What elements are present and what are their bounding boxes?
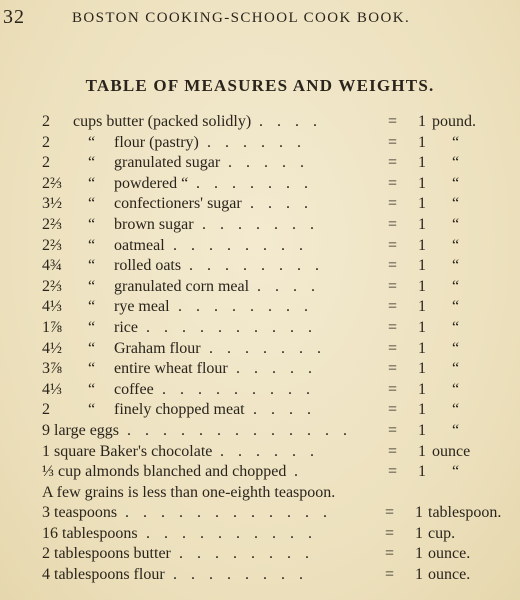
row-ditto-mark: “ xyxy=(88,174,96,192)
row-item: 16 tablespoons xyxy=(42,524,138,542)
row-unit: “ xyxy=(452,421,460,439)
row-item: brown sugar xyxy=(114,215,194,233)
row-leader-dots: . . . . . xyxy=(228,154,309,172)
row-amount: 1 xyxy=(415,524,423,542)
row-amount: 1 xyxy=(418,195,426,213)
row-quantity: 2 xyxy=(42,113,50,130)
row-quantity: 1⅞ xyxy=(42,318,62,336)
row-unit: “ xyxy=(452,277,460,295)
row-unit: “ xyxy=(452,318,460,336)
row-item: ⅓ cup almonds blanched and chopped xyxy=(42,463,287,481)
table-row xyxy=(0,195,520,216)
row-item: oatmeal xyxy=(114,236,165,254)
row-amount: 1 xyxy=(418,174,426,192)
row-quantity: 2⅔ xyxy=(42,236,62,254)
row-unit: tablespoon. xyxy=(428,504,502,522)
row-equals: = xyxy=(385,545,395,563)
row-unit: “ xyxy=(452,360,460,378)
row-amount: 1 xyxy=(418,154,426,172)
row-quantity: 2⅔ xyxy=(42,174,62,192)
table-row xyxy=(0,422,520,443)
row-leader-dots: . xyxy=(294,463,303,481)
row-amount: 1 xyxy=(418,401,426,419)
bottom-rows xyxy=(0,504,520,586)
row-ditto-mark: “ xyxy=(88,154,96,172)
row-unit: “ xyxy=(452,236,460,254)
table-row xyxy=(0,319,520,340)
table-row xyxy=(0,525,520,546)
table-row xyxy=(0,360,520,381)
row-item: cups butter (packed solidly) xyxy=(73,113,252,130)
row-leader-dots: . . . . . . . . xyxy=(178,298,313,316)
row-unit: “ xyxy=(452,257,460,275)
row-unit: “ xyxy=(452,463,460,481)
row-equals: = xyxy=(388,174,398,192)
row-item: 3 teaspoons xyxy=(42,504,118,522)
row-amount: 1 xyxy=(418,215,426,233)
table-row xyxy=(0,401,520,422)
row-amount: 1 xyxy=(415,504,423,522)
row-leader-dots: . . . . . . . xyxy=(209,339,326,357)
table-row xyxy=(0,545,520,566)
row-leader-dots: . . . . xyxy=(257,277,320,295)
row-leader-dots: . . . . . . . . . . xyxy=(146,318,317,336)
row-quantity: 3⅞ xyxy=(42,360,62,378)
row-leader-dots: . . . . . . . . . . . . xyxy=(125,504,332,522)
row-equals: = xyxy=(388,236,398,254)
row-leader-dots: . . . . xyxy=(250,195,313,213)
row-ditto-mark: “ xyxy=(88,298,96,316)
row-unit: ounce. xyxy=(428,545,471,563)
row-equals: = xyxy=(388,401,398,419)
row-equals: = xyxy=(388,133,398,151)
row-equals: = xyxy=(388,298,398,316)
row-leader-dots: . . . . . . . . xyxy=(189,257,324,275)
row-unit: “ xyxy=(452,401,460,419)
row-equals: = xyxy=(388,421,398,439)
row-unit: cup. xyxy=(428,524,456,542)
row-quantity: 4½ xyxy=(42,339,62,357)
row-item: finely chopped meat xyxy=(114,401,245,419)
row-ditto-mark: “ xyxy=(88,133,96,151)
table-row xyxy=(0,504,520,525)
row-leader-dots: . . . . xyxy=(259,113,322,130)
row-ditto-mark: “ xyxy=(88,277,96,295)
row-item: confectioners' sugar xyxy=(114,195,242,213)
row-ditto-mark: “ xyxy=(88,401,96,419)
row-unit: “ xyxy=(452,154,460,172)
row-leader-dots: . . . . xyxy=(253,401,316,419)
row-amount: 1 xyxy=(418,133,426,151)
row-item: powdered “ xyxy=(114,174,189,192)
row-quantity: 2 xyxy=(42,133,50,151)
measure-rows xyxy=(0,113,520,422)
row-item: coffee xyxy=(114,380,154,398)
full-rows xyxy=(0,422,520,484)
row-ditto-mark: “ xyxy=(88,360,96,378)
row-leader-dots: . . . . . . . . xyxy=(173,236,308,254)
row-amount: 1 xyxy=(418,442,426,460)
table-row xyxy=(0,443,520,464)
row-amount: 1 xyxy=(418,298,426,316)
measures-table xyxy=(0,113,520,587)
row-amount: 1 xyxy=(415,545,423,563)
row-leader-dots: . . . . . . . . . xyxy=(162,380,315,398)
row-equals: = xyxy=(385,524,395,542)
row-unit: “ xyxy=(452,195,460,213)
table-row xyxy=(0,340,520,361)
row-amount: 1 xyxy=(418,380,426,398)
row-item: flour (pastry) xyxy=(114,133,199,151)
row-item: rice xyxy=(114,318,138,336)
row-unit: “ xyxy=(452,133,460,151)
page-number: 32 xyxy=(3,6,25,28)
row-ditto-mark: “ xyxy=(88,339,96,357)
row-leader-dots: . . . . . . . xyxy=(202,215,319,233)
row-ditto-mark: “ xyxy=(88,380,96,398)
row-ditto-mark: “ xyxy=(88,236,96,254)
row-unit: ounce. xyxy=(428,566,471,584)
row-leader-dots: . . . . . . xyxy=(207,133,306,151)
table-row xyxy=(0,237,520,258)
table-row xyxy=(0,216,520,237)
row-ditto-mark: “ xyxy=(88,257,96,275)
row-item: 4 tablespoons flour xyxy=(42,566,165,584)
table-row xyxy=(0,175,520,196)
row-amount: 1 xyxy=(418,339,426,357)
row-unit: “ xyxy=(452,298,460,316)
note-row xyxy=(0,484,520,505)
table-row xyxy=(0,154,520,175)
note-text: A few grains is less than one-eighth teaspoon. xyxy=(42,483,336,501)
row-unit: “ xyxy=(452,339,460,357)
row-leader-dots: . . . . . . . . . . . . . xyxy=(127,421,352,439)
row-leader-dots: . . . . . . . . . . xyxy=(146,524,317,542)
row-quantity: 2⅔ xyxy=(42,215,62,233)
row-ditto-mark: “ xyxy=(88,195,96,213)
row-equals: = xyxy=(388,318,398,336)
row-quantity: 4¾ xyxy=(42,257,62,275)
row-equals: = xyxy=(388,113,398,130)
row-equals: = xyxy=(385,504,395,522)
row-ditto-mark: “ xyxy=(88,318,96,336)
row-leader-dots: . . . . . . . xyxy=(196,174,313,192)
row-unit: ounce xyxy=(432,442,471,460)
table-row xyxy=(0,278,520,299)
row-item: 2 tablespoons butter xyxy=(42,545,171,563)
row-equals: = xyxy=(388,380,398,398)
row-equals: = xyxy=(385,566,395,584)
row-item: entire wheat flour xyxy=(114,360,228,378)
row-amount: 1 xyxy=(418,257,426,275)
row-unit: “ xyxy=(452,380,460,398)
row-leader-dots: . . . . . . xyxy=(220,442,319,460)
row-unit: “ xyxy=(452,215,460,233)
row-leader-dots: . . . . . . . . xyxy=(179,545,314,563)
table-row xyxy=(0,257,520,278)
row-quantity: 2 xyxy=(42,154,50,172)
row-amount: 1 xyxy=(418,113,426,130)
row-item: granulated sugar xyxy=(114,154,221,172)
row-equals: = xyxy=(388,442,398,460)
row-amount: 1 xyxy=(415,566,423,584)
table-row xyxy=(0,113,520,134)
row-item: 1 square Baker's chocolate xyxy=(42,442,213,460)
row-item: 9 large eggs xyxy=(42,421,120,439)
row-equals: = xyxy=(388,339,398,357)
row-quantity: 2⅔ xyxy=(42,277,62,295)
row-amount: 1 xyxy=(418,318,426,336)
row-equals: = xyxy=(388,154,398,172)
row-equals: = xyxy=(388,195,398,213)
row-amount: 1 xyxy=(418,277,426,295)
row-amount: 1 xyxy=(418,463,426,481)
row-item: granulated corn meal xyxy=(114,277,250,295)
row-leader-dots: . . . . . . . . xyxy=(173,566,308,584)
page-header xyxy=(0,6,520,30)
row-equals: = xyxy=(388,215,398,233)
row-amount: 1 xyxy=(418,360,426,378)
row-amount: 1 xyxy=(418,421,426,439)
row-equals: = xyxy=(388,360,398,378)
table-row xyxy=(0,134,520,155)
row-ditto-mark: “ xyxy=(88,215,96,233)
row-quantity: 3½ xyxy=(42,195,62,213)
row-item: rye meal xyxy=(114,298,170,316)
row-quantity: 4⅓ xyxy=(42,298,62,316)
row-equals: = xyxy=(388,257,398,275)
row-quantity: 2 xyxy=(42,401,50,419)
table-row xyxy=(0,381,520,402)
table-row xyxy=(0,298,520,319)
row-equals: = xyxy=(388,463,398,481)
table-row xyxy=(0,463,520,484)
row-quantity: 4⅓ xyxy=(42,380,62,398)
row-item: Graham flour xyxy=(114,339,201,357)
row-equals: = xyxy=(388,277,398,295)
row-leader-dots: . . . . . xyxy=(236,360,317,378)
row-item: rolled oats xyxy=(114,257,182,275)
table-title: TABLE OF MEASURES AND WEIGHTS. xyxy=(85,76,435,95)
table-row xyxy=(0,566,520,587)
row-amount: 1 xyxy=(418,236,426,254)
row-unit: “ xyxy=(452,174,460,192)
row-unit: pound. xyxy=(432,113,476,130)
running-head: BOSTON COOKING-SCHOOL COOK BOOK. xyxy=(72,10,411,26)
